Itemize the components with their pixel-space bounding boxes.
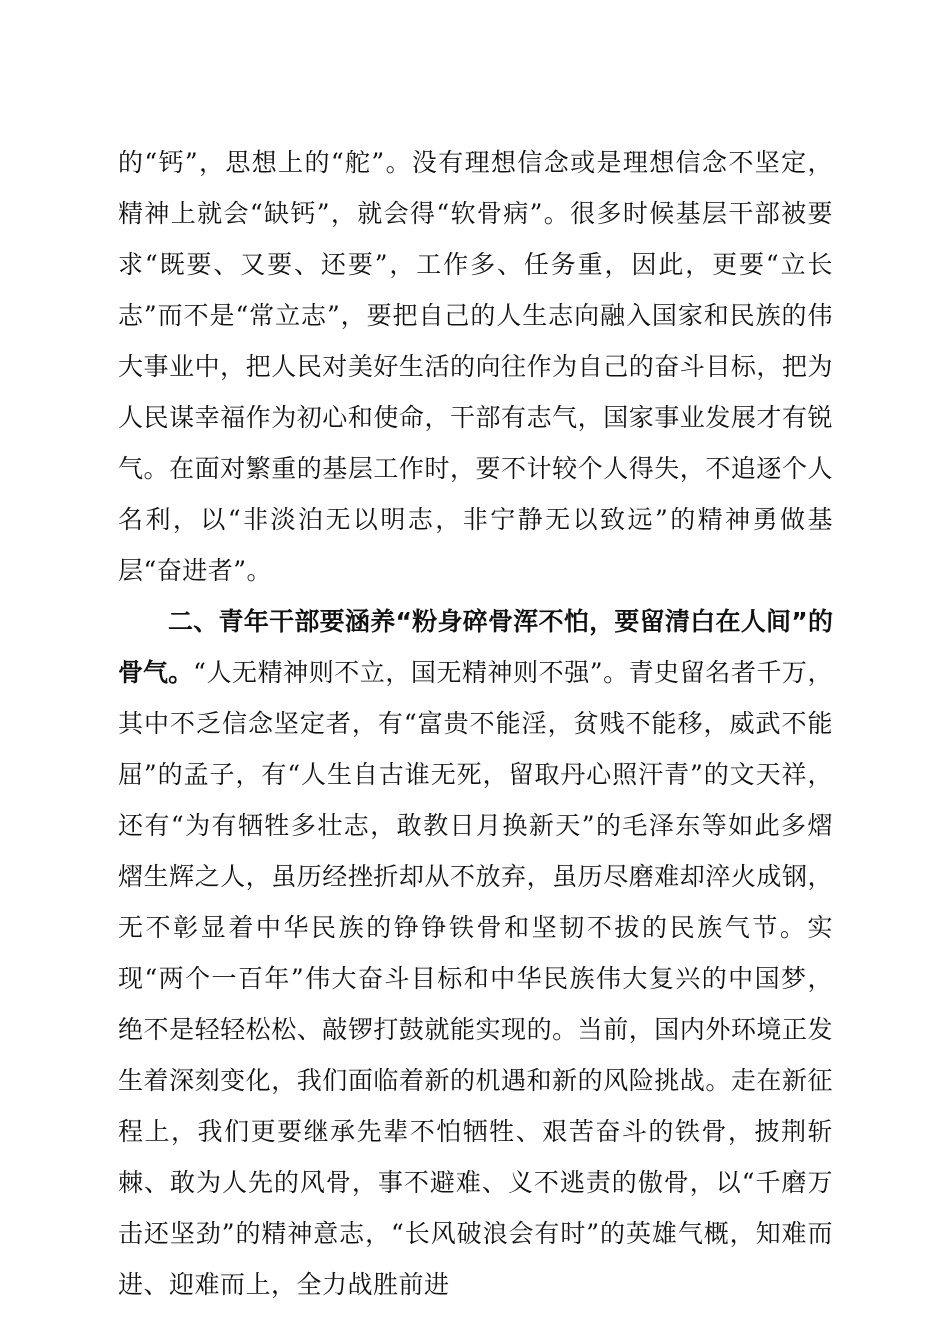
document-body <box>118 137 833 1310</box>
section-2-heading: 二、青年干部要涵养“粉身碎骨浑不怕，要留清白在人间”的骨气。 <box>118 607 833 687</box>
paragraph-continued: 的“钙”，思想上的“舵”。没有理想信念或是理想信念不坚定，精神上就会“缺钙”，就会得“软骨病”。很多时候基层干部被要求“既要、又要、还要”，工作多、任务重，因此，更要“立长志”而不是“常立志”，要把自己的人生志向融入国家和民族的伟大事业中，把人民对美好生活的向往作为自己的奋斗目标，把为人民谋幸福作为初心和使命，干部有志气，国家事业发展才有锐气。在面对繁重的基层工作时，要不计较个人得失，不追逐个人名利，以“非淡泊无以明志，非宁静无以致远”的精神勇做基层“奋进者”。 <box>118 148 833 585</box>
section-2-body: “人无精神则不立，国无精神则不强”。青史留名者千万，其中不乏信念坚定者，有“富贵不能淫，贫贱不能移，威武不能屈”的孟子，有“人生自古谁无死，留取丹心照汗青”的文天祥，还有“为有牺牲多壮志，敢教日月换新天”的毛泽东等如此多熠熠生辉之人，虽历经挫折却从不放弃，虽历尽磨难却淬火成钢，无不彰显着中华民族的铮铮铁骨和坚韧不拔的民族气节。实现“两个一百年”伟大奋斗目标和中华民族伟大复兴的中国梦，绝不是轻轻松松、敲锣打鼓就能实现的。当前，国内外环境正发生着深刻变化，我们面临着新的机遇和新的风险挑战。走在新征程上，我们更要继承先辈不怕牺牲、艰苦奋斗的铁骨，披荆斩棘、敢为人先的风骨，事不避难、义不逃责的傲骨，以“千磨万击还坚劲”的精神意志，“长风破浪会有时”的英雄气概，知难而进、迎难而上，全力战胜前进 <box>118 658 833 1299</box>
section-2-paragraph <box>118 596 833 1310</box>
